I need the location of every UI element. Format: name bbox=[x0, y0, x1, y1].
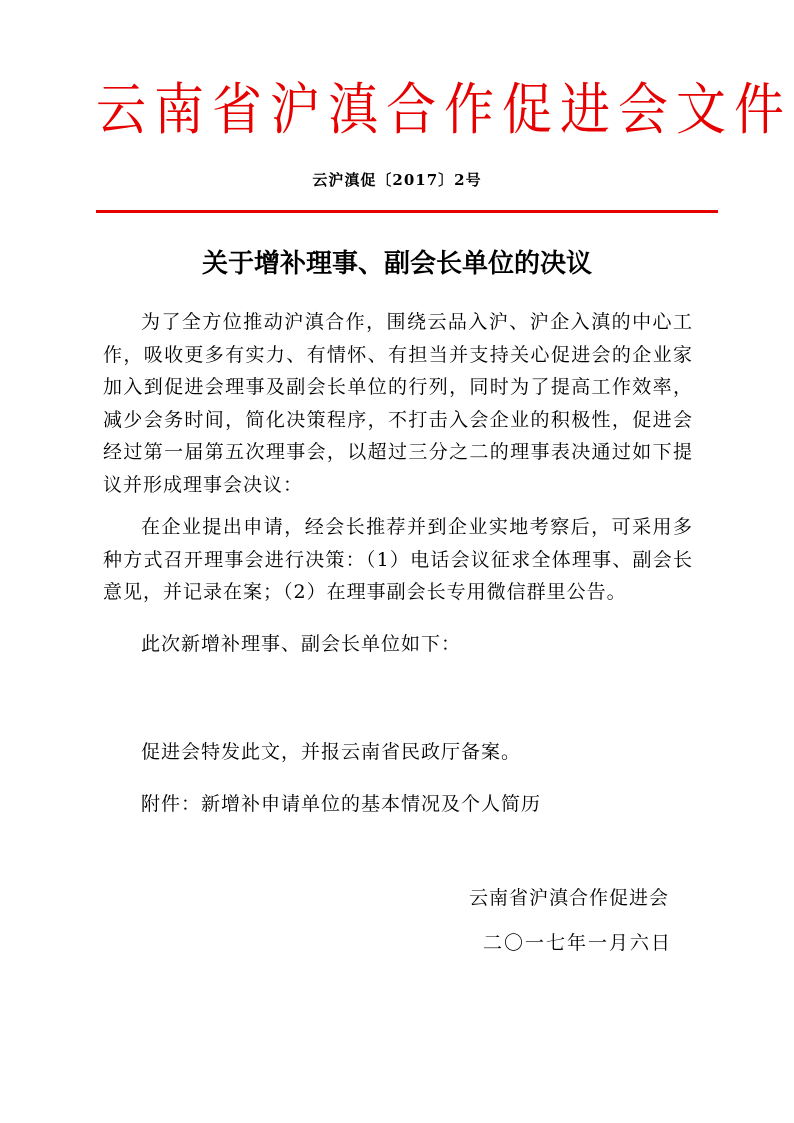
body-paragraph-procedure: 在企业提出申请，经会长推荐并到企业实地考察后，可采用多种方式召开理事会进行决策：（1）电话会议征求全体理事、副会长意见，并记录在案；（2）在理事副会长专用微信群里公告。 bbox=[103, 516, 693, 603]
document-body bbox=[103, 306, 693, 820]
attachment-note: 附件：新增补申请单位的基本情况及个人简历 bbox=[141, 792, 542, 815]
body-paragraph-filing: 促进会特发此文，并报云南省民政厅备案。 bbox=[141, 741, 522, 763]
body-paragraph-new-members: 此次新增补理事、副会长单位如下： bbox=[141, 632, 462, 655]
document-number: 云沪滇促〔2017〕2号 bbox=[312, 171, 482, 189]
signature-organization: 云南省沪滇合作促进会 bbox=[469, 887, 670, 909]
signature-date: 二〇一七年一月六日 bbox=[483, 932, 673, 954]
red-divider-line bbox=[96, 210, 718, 213]
document-title: 关于增补理事、副会长单位的决议 bbox=[201, 249, 592, 279]
body-paragraph-intro: 为了全方位推动沪滇合作，围绕云品入沪、沪企入滇的中心工作，吸收更多有实力、有情怀、有担当并支持关心促进会的企业家加入到促进会理事及副会长单位的行列，同时为了提高工作效率，减少会务时间，简化决策程序，不打击入会企业的积极性，促进会经过第一届第五次理事会，以超过三分之二的理事表决通过如下提议并形成理事会决议： bbox=[103, 311, 693, 496]
organization-file-title: 云南省沪滇合作促进会文件 bbox=[96, 77, 792, 143]
